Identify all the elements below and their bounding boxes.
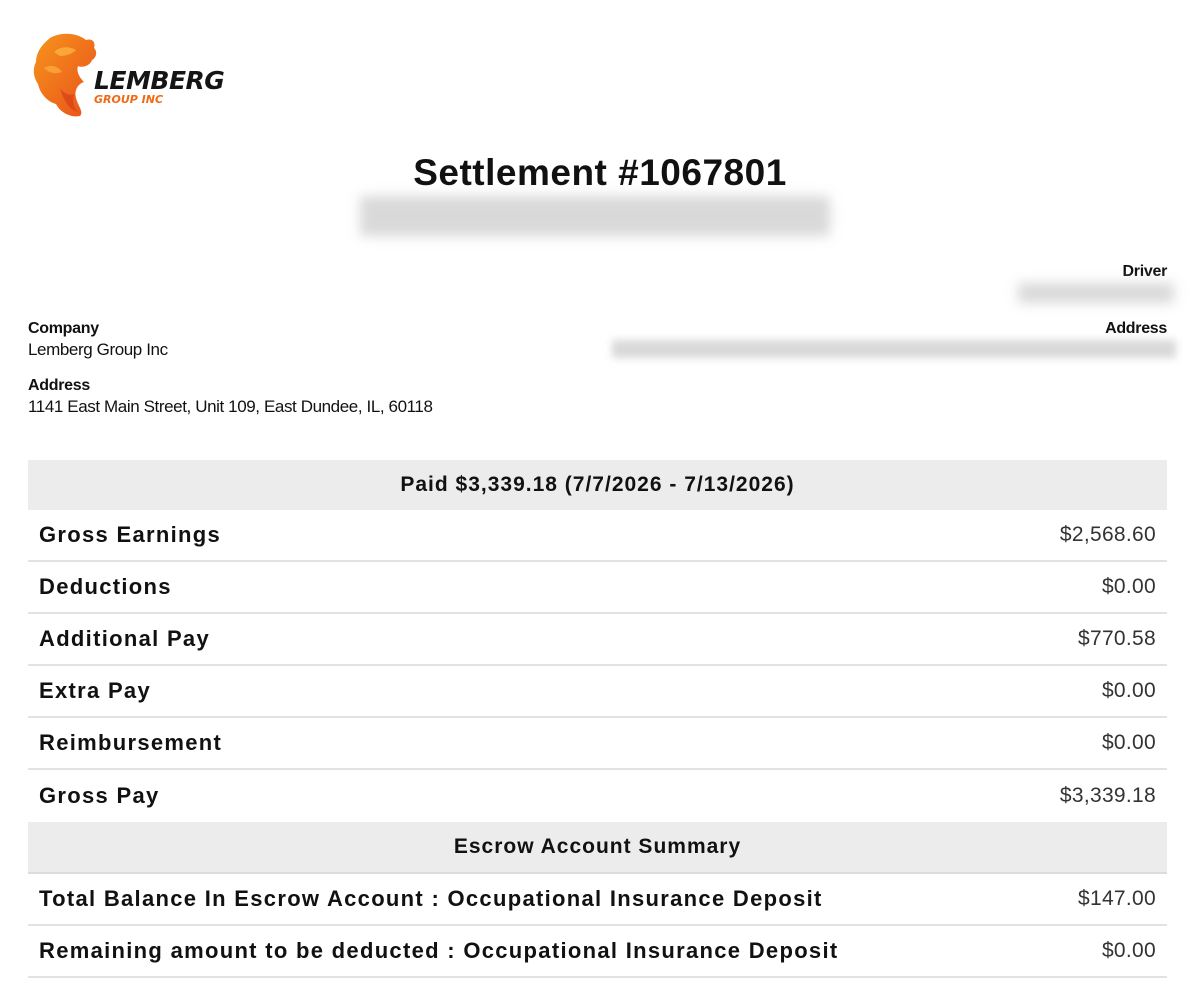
driver-label: Driver xyxy=(1122,263,1167,280)
company-name: Lemberg Group Inc xyxy=(28,340,168,359)
row-label: Additional Pay xyxy=(39,626,210,651)
table-row xyxy=(28,562,1167,614)
row-value: $3,339.18 xyxy=(1059,784,1156,807)
logo-subtitle: GROUP INC xyxy=(94,93,164,106)
company-label: Company xyxy=(28,320,99,337)
row-value: $2,568.60 xyxy=(1059,523,1156,546)
settlement-table xyxy=(28,460,1167,978)
table-row xyxy=(28,614,1167,666)
row-label: Remaining amount to be deducted : Occupational Insurance Deposit xyxy=(39,938,839,963)
table-row xyxy=(28,770,1167,822)
table-row xyxy=(28,666,1167,718)
row-value: $0.00 xyxy=(1101,575,1156,598)
company-address: 1141 East Main Street, Unit 109, East Dundee, IL, 60118 xyxy=(28,397,433,416)
company-address-label: Address xyxy=(28,377,90,394)
row-value: $0.00 xyxy=(1101,679,1156,702)
paid-summary-header: Paid $3,339.18 (7/7/2026 - 7/13/2026) xyxy=(28,460,1167,510)
row-label: Reimbursement xyxy=(39,730,223,755)
escrow-summary-header: Escrow Account Summary xyxy=(28,822,1167,874)
row-value: $0.00 xyxy=(1101,939,1156,962)
company-logo xyxy=(30,32,240,118)
row-label: Gross Pay xyxy=(39,783,160,808)
logo-wordmark: LEMBERG xyxy=(94,66,225,95)
redacted-subtitle xyxy=(360,196,830,236)
row-label: Gross Earnings xyxy=(39,522,222,547)
table-row xyxy=(28,510,1167,562)
page-title: Settlement #1067801 xyxy=(413,152,787,193)
row-label: Deductions xyxy=(39,574,172,599)
row-value: $0.00 xyxy=(1101,731,1156,754)
row-value: $147.00 xyxy=(1077,887,1156,910)
redacted-driver-name xyxy=(1018,283,1174,303)
table-row xyxy=(28,718,1167,770)
table-row xyxy=(28,926,1167,978)
redacted-driver-address xyxy=(612,340,1176,358)
row-label: Total Balance In Escrow Account : Occupational Insurance Deposit xyxy=(39,886,823,911)
row-value: $770.58 xyxy=(1077,627,1156,650)
driver-address-label: Address xyxy=(1105,320,1167,337)
table-row xyxy=(28,874,1167,926)
row-label: Extra Pay xyxy=(39,678,151,703)
